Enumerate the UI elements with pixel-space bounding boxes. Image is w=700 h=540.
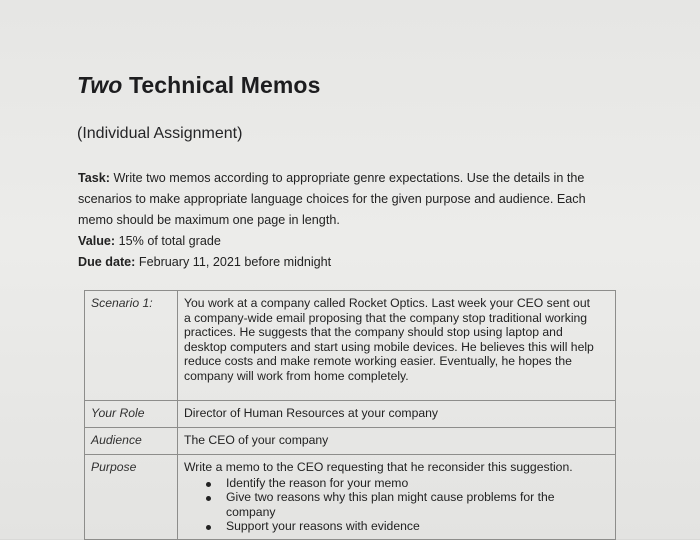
list-item: Give two reasons why this plan might cause problems for the company (226, 490, 609, 519)
due-date-line (78, 252, 618, 273)
scenario-text: You work at a company called Rocket Optics. Last week your CEO sent out a company-wide email proposing that the company stop traditional working practices. He suggests that the company should stop using laptop and desktop computers and start using mobile devices. He believes this will help reduce costs and make remote working easier. Eventually, he hopes the company will work from home completely. (178, 291, 616, 401)
title-italic: Two (77, 72, 123, 98)
page-subtitle: (Individual Assignment) (77, 125, 243, 142)
table-row-scenario (85, 291, 616, 401)
audience-text: The CEO of your company (178, 428, 616, 455)
scenario-table (84, 290, 616, 540)
role-text: Director of Human Resources at your company (178, 401, 616, 428)
list-item: Support your reasons with evidence (226, 519, 609, 534)
role-label: Your Role (85, 401, 178, 428)
audience-label: Audience (85, 428, 178, 455)
purpose-label: Purpose (85, 455, 178, 540)
task-line-3: memo should be maximum one page in length. (78, 213, 340, 227)
purpose-cell (178, 455, 616, 540)
list-item: Identify the reason for your memo (226, 476, 609, 491)
purpose-bullet-list (184, 476, 609, 534)
table-row-role (85, 401, 616, 428)
table-row-audience (85, 428, 616, 455)
title-rest: Technical Memos (128, 72, 321, 98)
value-line (78, 231, 618, 252)
value-text: 15% of total grade (118, 234, 221, 248)
bullet-icon (206, 482, 211, 487)
scenario-label: Scenario 1: (85, 291, 178, 401)
page-title (77, 72, 320, 99)
task-line-2: scenarios to make appropriate language choices for the given purpose and audience. Each (78, 192, 586, 206)
value-label: Value: (78, 234, 116, 248)
bullet-icon (206, 525, 211, 530)
task-block (78, 168, 618, 273)
purpose-text: Write a memo to the CEO requesting that he reconsider this suggestion. (184, 460, 573, 474)
task-line-1: Task: Write two memos according to appropriate genre expectations. Use the details in the (78, 171, 585, 185)
task-label: Task: (78, 171, 110, 185)
table-row-purpose (85, 455, 616, 540)
due-text: February 11, 2021 before midnight (138, 255, 332, 269)
due-label: Due date: (78, 255, 136, 269)
bullet-icon (206, 496, 211, 501)
